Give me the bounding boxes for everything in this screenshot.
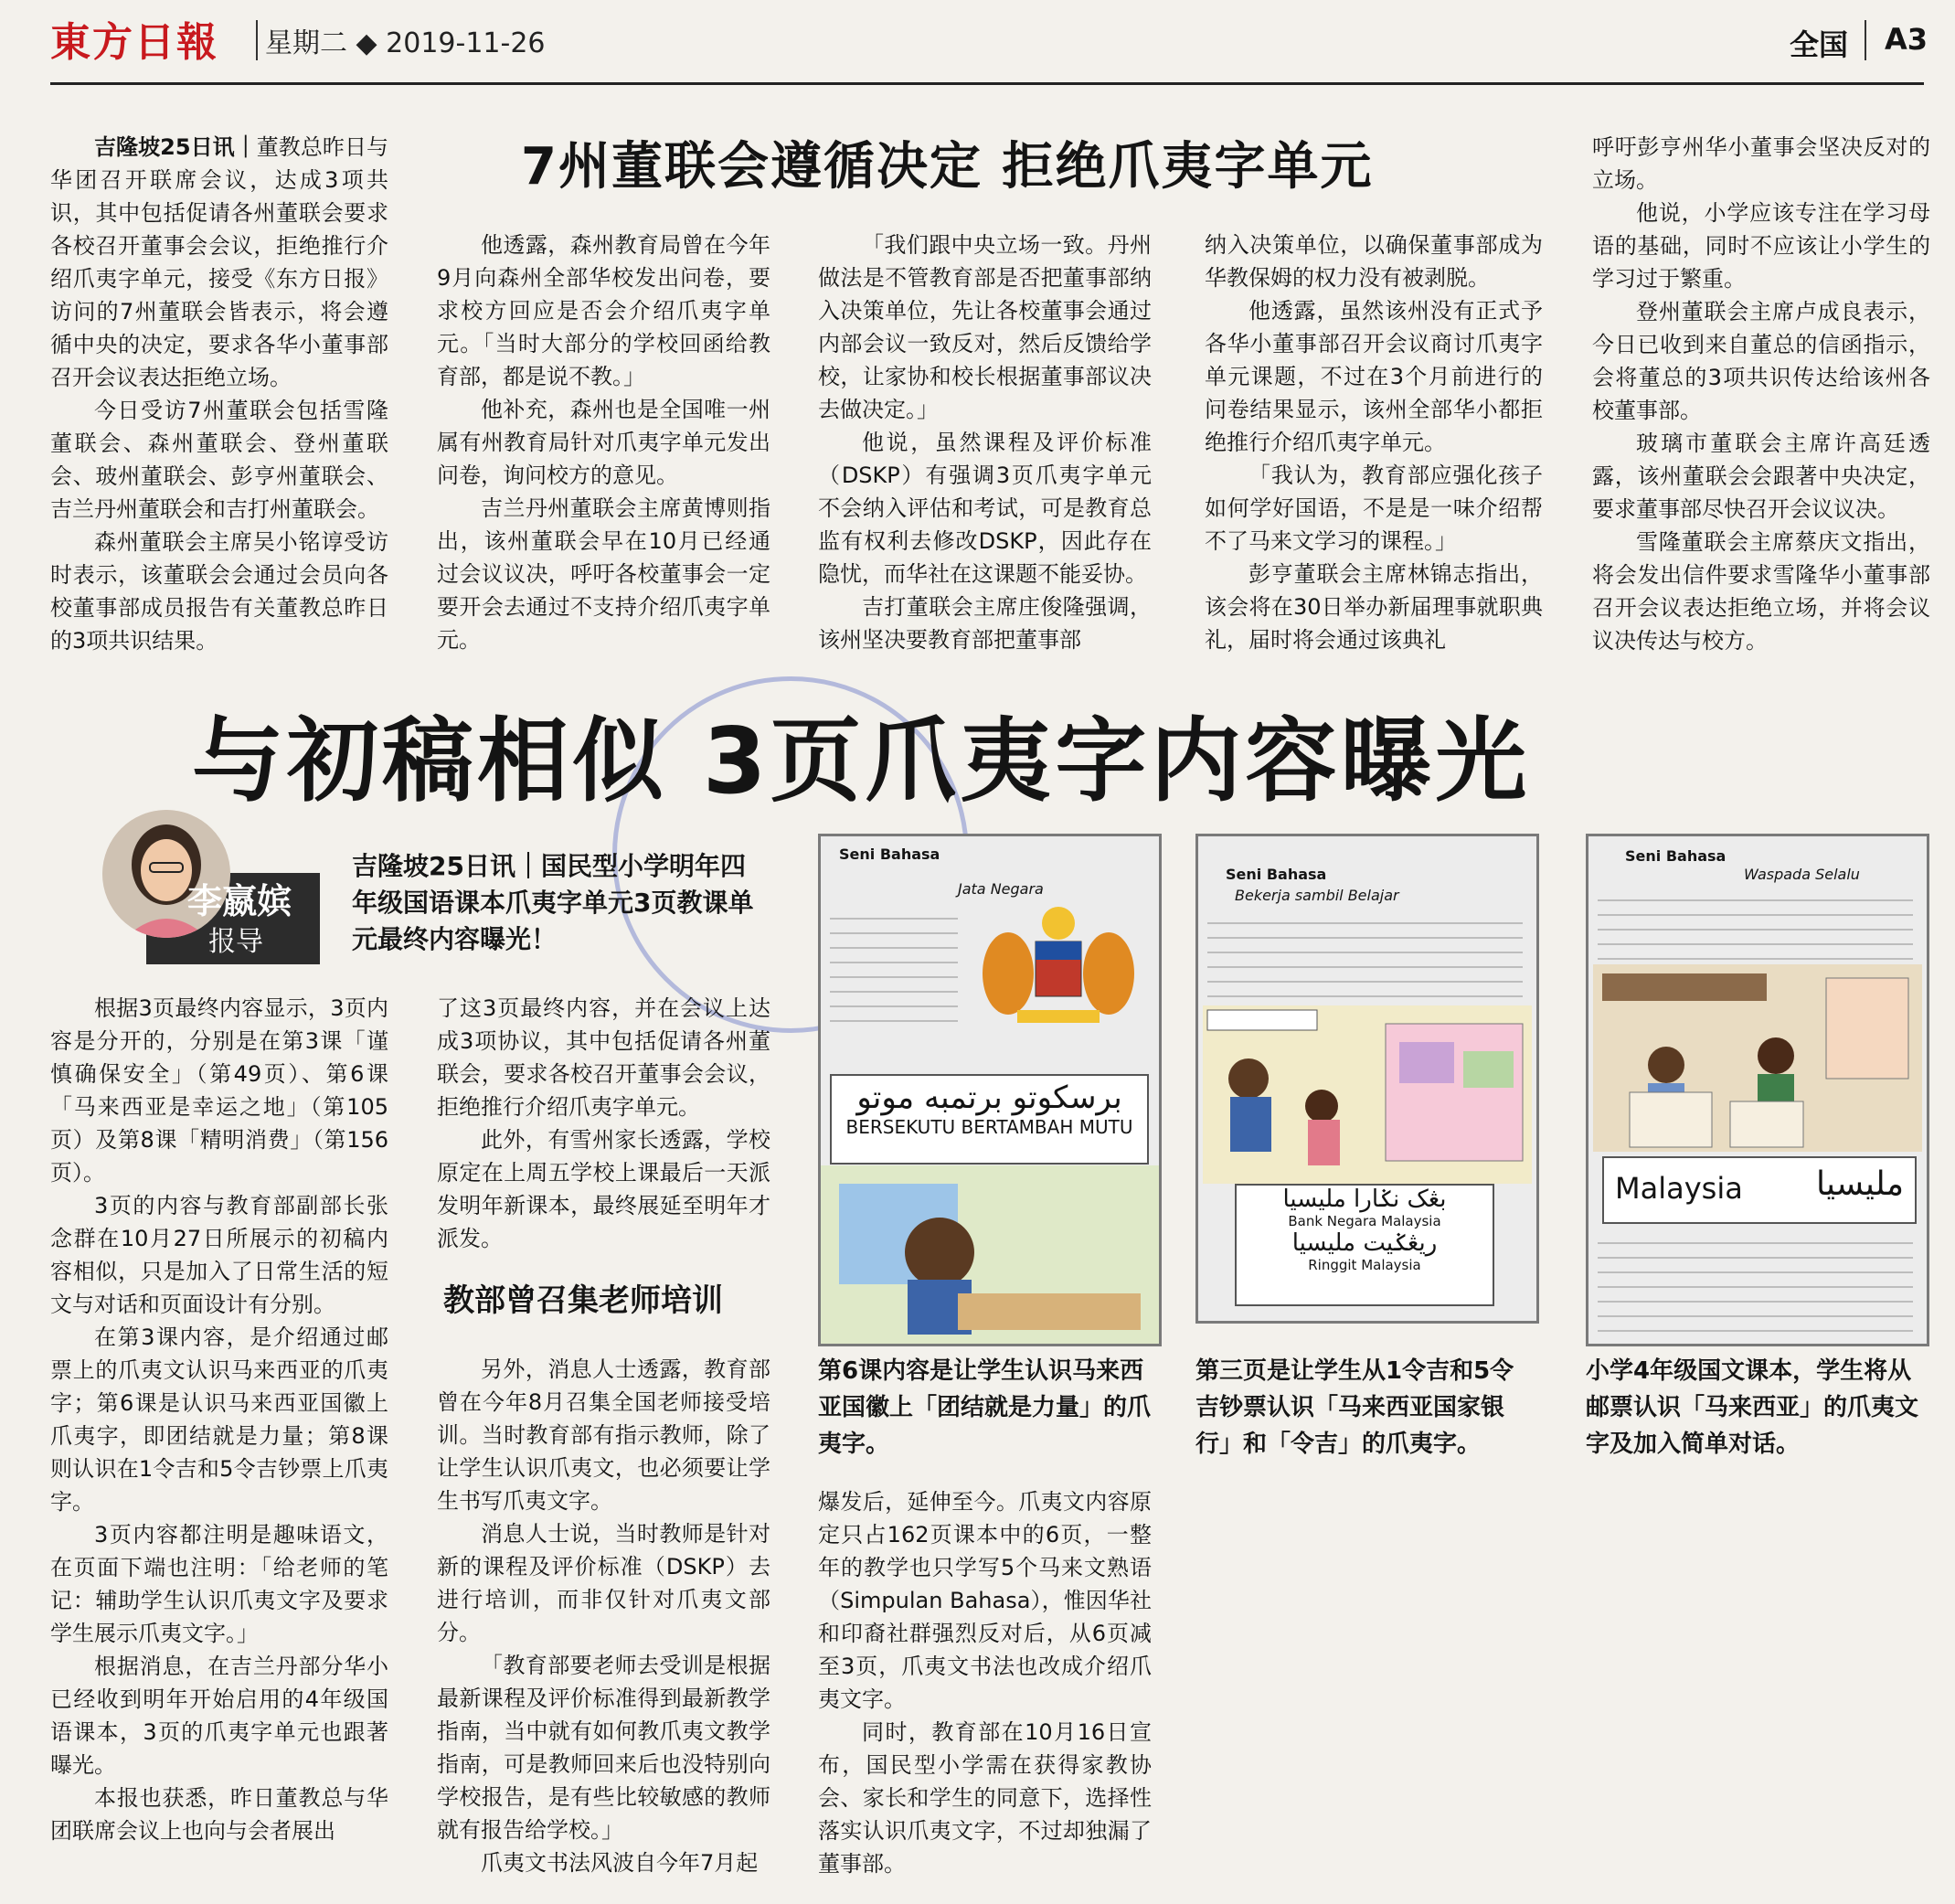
paragraph: 「我们跟中央立场一致。丹州做法是不管教育部是否把董事部纳入决策单位，先让各校董事会通过内部会议一致反对，然后反馈给学校，让家协和校长根据董事部议决去做决定。」 bbox=[818, 232, 1152, 422]
reporter-name: 李嬴嫔 bbox=[187, 881, 292, 921]
masthead-logo: 東方日報 bbox=[50, 19, 218, 66]
header-rule bbox=[50, 82, 1924, 85]
paragraph: 吉打董联会主席庄俊隆强调，该州坚决要教育部把董事部 bbox=[818, 594, 1152, 653]
paragraph: 雪隆董联会主席蔡庆文指出，将会发出信件要求雪隆华小董事部召开会议表达拒绝立场，并将会议议决传达与校方。 bbox=[1592, 529, 1930, 654]
textbook-page-bekerja bbox=[1195, 834, 1539, 1324]
header-divider bbox=[1865, 20, 1866, 60]
word-card-board bbox=[1602, 1156, 1917, 1224]
story1-column-4 bbox=[1205, 229, 1543, 656]
section-label: 全国 bbox=[1790, 27, 1849, 62]
paragraph: 森州董联会主席吴小铭谆受访时表示，该董联会会通过会员向各校董事部成员报告有关董教总昨日的3项共识结果。 bbox=[50, 529, 388, 654]
story2-subhead: 教部曾召集老师培训 bbox=[443, 1282, 723, 1319]
page-label: Seni Bahasa bbox=[1625, 847, 1727, 865]
textbook-page-waspada bbox=[1586, 834, 1929, 1346]
body-text-placeholder bbox=[1207, 909, 1523, 1001]
figure-caption: 第6课内容是让学生认识马来西亚国徽上「团结就是力量」的爪夷字。 bbox=[818, 1357, 1152, 1458]
story1-column-2 bbox=[437, 229, 770, 656]
textbook-page-jata-negara bbox=[818, 834, 1162, 1346]
story2-headline: 与初稿相似 3页爪夷字内容曝光 bbox=[192, 707, 1531, 814]
paragraph: 3页的内容与教育部副部长张念群在10月27日所展示的初稿内容相似，只是加入了日常生活的短文与对话和页面设计有分别。 bbox=[50, 1193, 388, 1317]
paragraph: 他说，小学应该专注在学习母语的基础，同时不应该让小学生的学习过于繁重。 bbox=[1592, 200, 1930, 292]
paragraph: 同时，教育部在10月16日宣布，国民型小学需在获得家教协会、家长和学生的同意下，选择性落实认识爪夷文字，不过却独漏了董事部。 bbox=[818, 1719, 1152, 1877]
figure-caption: 小学4年级国文课本，学生将从邮票认识「马来西亚」的爪夷文字及加入简单对话。 bbox=[1586, 1357, 1919, 1458]
story2-column-2b bbox=[437, 1353, 770, 1879]
paragraph: 「我认为，教育部应强化孩子如何学好国语，不是是一味介绍帮不了马来文学习的课程。」 bbox=[1205, 463, 1543, 554]
paragraph: 玻璃市董联会主席许高廷透露，该州董联会会跟著中央决定，要求董事部尽快召开会议议决。 bbox=[1592, 431, 1930, 522]
paragraph: 爪夷文书法风波自今年7月起 bbox=[481, 1850, 759, 1876]
dateline: 吉隆坡25日讯｜ bbox=[94, 134, 257, 160]
story2-column-1 bbox=[50, 992, 388, 1847]
reporter-role: 报导 bbox=[208, 926, 263, 958]
paragraph: 他透露，森州教育局曾在今年9月向森州全部华校发出问卷，要求校方回应是否会介绍爪夷字单元。「当时大部分的学校回函给教育部，都是说不教。」 bbox=[437, 232, 770, 389]
latin-text: Bank Negara Malaysia bbox=[1288, 1213, 1441, 1229]
issue-date: 星期二 ◆ 2019-11-26 bbox=[265, 27, 546, 59]
paragraph: 根据3页最终内容显示，3页内容是分开的，分别是在第3课「谨慎确保安全」（第49页）、第6课「马来西亚是幸运之地」（第105页）及第8课「精明消费」（第156页）。 bbox=[50, 995, 388, 1186]
paragraph: 今日受访7州董联会包括雪隆董联会、森州董联会、登州董联会、玻州董联会、彭亨州董联会、吉兰丹州董联会和吉打州董联会。 bbox=[50, 398, 388, 522]
story2-lead: 吉隆坡25日讯｜国民型小学明年四年级国语课本爪夷字单元3页教课单元最终内容曝光！ bbox=[352, 851, 754, 954]
story2-column-3 bbox=[818, 1485, 1152, 1880]
paragraph: 本报也获悉，昨日董教总与华团联席会议上也向与会者展出 bbox=[50, 1785, 388, 1844]
paragraph: 纳入决策单位，以确保董事部成为华教保姆的权力没有被剥脱。 bbox=[1205, 232, 1543, 291]
student-reading-illustration bbox=[821, 1165, 1159, 1344]
motto-text: BERSEKUTU BERTAMBAH MUTU bbox=[845, 1116, 1133, 1138]
body-text-placeholder bbox=[1598, 887, 1913, 960]
paragraph: 他透露，虽然该州没有正式予各华小董事部召开会议商讨爪夷字单元课题，不过在3个月前进行的问卷结果显示，该州全部华小都拒绝推行介绍爪夷字单元。 bbox=[1205, 298, 1543, 455]
paragraph: 登州董联会主席卢成良表示，今日已收到来自董总的信函指示，会将董总的3项共识传达给该州各校董事部。 bbox=[1592, 299, 1930, 423]
page-number: A3 bbox=[1885, 22, 1928, 57]
jawi-text: برسكوتو برتمبه موتو bbox=[856, 1080, 1122, 1116]
paragraph: 此外，有雪州家长透露，学校原定在上周五学校上课最后一天派发明年新课本，最终展延至明年才派发。 bbox=[437, 1127, 770, 1251]
story1-headline: 7州董联会遵循决定 拒绝爪夷字单元 bbox=[521, 137, 1374, 197]
coat-of-arms-icon bbox=[967, 900, 1150, 1037]
paragraph: 他说，虽然课程及评价标准（DSKP）有强调3页爪夷字单元不会纳入评估和考试，可是教育总监有权利去修改DSKP，因此存在隐忧，而华社在这课题不能妥协。 bbox=[818, 430, 1152, 587]
paragraph: 「教育部要老师去受训是根据最新课程及评价标准得到最新教学指南，当中就有如何教爪夷文教学指南，可是教师回来后也没特别向学校报告，是有些比较敏感的教师就有报告给学校。」 bbox=[437, 1653, 770, 1843]
paragraph: 在第3课内容，是介绍通过邮票上的爪夷文认识马来西亚的爪夷字；第6课是认识马来西亚国徽上爪夷字，即团结就是力量；第8课则认识在1令吉和5令吉钞票上爪夷字。 bbox=[50, 1324, 388, 1515]
paragraph: 他补充，森州也是全国唯一州属有州教育局针对爪夷字单元发出问卷，询问校方的意见。 bbox=[437, 397, 770, 488]
page-title: Bekerja sambil Belajar bbox=[1235, 887, 1399, 904]
page-label: Seni Bahasa bbox=[1226, 866, 1327, 883]
jawi-text: ريڠݢيت مليسيا bbox=[1291, 1229, 1438, 1257]
latin-text: Malaysia bbox=[1615, 1171, 1743, 1206]
paragraph: 根据消息，在吉兰丹部分华小已经收到明年开始启用的4年级国语课本，3页的爪夷字单元也跟著曝光。 bbox=[50, 1654, 388, 1778]
jawi-text: مليسيا bbox=[1815, 1165, 1904, 1203]
paragraph: 吉兰丹州董联会主席黄博则指出，该州董联会早在10月已经通过会议议决，呼吁各校董事会一定要开会去通过不支持介绍爪夷字单元。 bbox=[437, 495, 770, 653]
body-text-placeholder bbox=[1598, 1229, 1913, 1335]
page-title: Jata Negara bbox=[958, 880, 1044, 898]
header-divider bbox=[256, 20, 258, 60]
dialogue-illustration bbox=[1203, 1005, 1532, 1184]
paragraph: 了这3页最终内容，并在会议上达成3项协议，其中包括促请各州董联会，要求各校召开董事会会议，拒绝推行介绍爪夷字单元。 bbox=[437, 995, 770, 1120]
figure-caption: 第三页是让学生从1令吉和5令吉钞票认识「马来西亚国家银行」和「令吉」的爪夷字。 bbox=[1195, 1357, 1514, 1458]
body-text-placeholder bbox=[830, 905, 958, 1024]
shop-scene-illustration bbox=[1593, 964, 1922, 1152]
story2-column-2a bbox=[437, 992, 770, 1255]
paragraph: 爆发后，延伸至今。爪夷文内容原定只占162页课本中的6页，一整年的教学也只学写5个马来文熟语（Simpulan Bahasa），惟因华社和印裔社群强烈反对后，从6页减至3页，爪夷文书法也改成介绍爪夷文字。 bbox=[818, 1489, 1152, 1712]
paragraph: 另外，消息人士透露，教育部曾在今年8月召集全国老师接受培训。当时教育部有指示教师，除了让学生认识爪夷文，也必须要让学生书写爪夷文字。 bbox=[437, 1356, 770, 1514]
paragraph: 董教总昨日与华团召开联席会议，达成3项共识，其中包括促请各州董联会要求各校召开董事会会议，拒绝推行介绍爪夷字单元，接受《东方日报》访问的7州董联会皆表示，将会遵循中央的决定，要求各华小董事部召开会议表达拒绝立场。 bbox=[50, 134, 388, 390]
paragraph: 3页内容都注明是趣味语文，在页面下端也注明：「给老师的笔记：辅助学生认识爪夷文字及要求学生展示爪夷文字。」 bbox=[50, 1522, 388, 1646]
jawi-text: بڠک نݢارا مليسيا bbox=[1282, 1186, 1447, 1213]
page-label: Seni Bahasa bbox=[839, 846, 940, 863]
banknote-label-board bbox=[1235, 1184, 1494, 1306]
latin-text: Ringgit Malaysia bbox=[1308, 1257, 1421, 1273]
paragraph: 呼吁彭亨州华小董事会坚决反对的立场。 bbox=[1592, 134, 1930, 193]
story1-column-3 bbox=[818, 229, 1152, 656]
story1-column-5 bbox=[1592, 131, 1930, 657]
paragraph: 消息人士说，当时教师是针对新的课程及评价标准（DSKP）去进行培训，而非仅针对爪夷文部分。 bbox=[437, 1521, 770, 1645]
page-title: Waspada Selalu bbox=[1744, 866, 1860, 883]
story1-column-1 bbox=[50, 131, 388, 657]
paragraph: 彭亨董联会主席林锦志指出，该会将在30日举办新届理事就职典礼，届时将会通过该典礼 bbox=[1205, 561, 1543, 653]
jawi-motto-board bbox=[830, 1074, 1149, 1165]
